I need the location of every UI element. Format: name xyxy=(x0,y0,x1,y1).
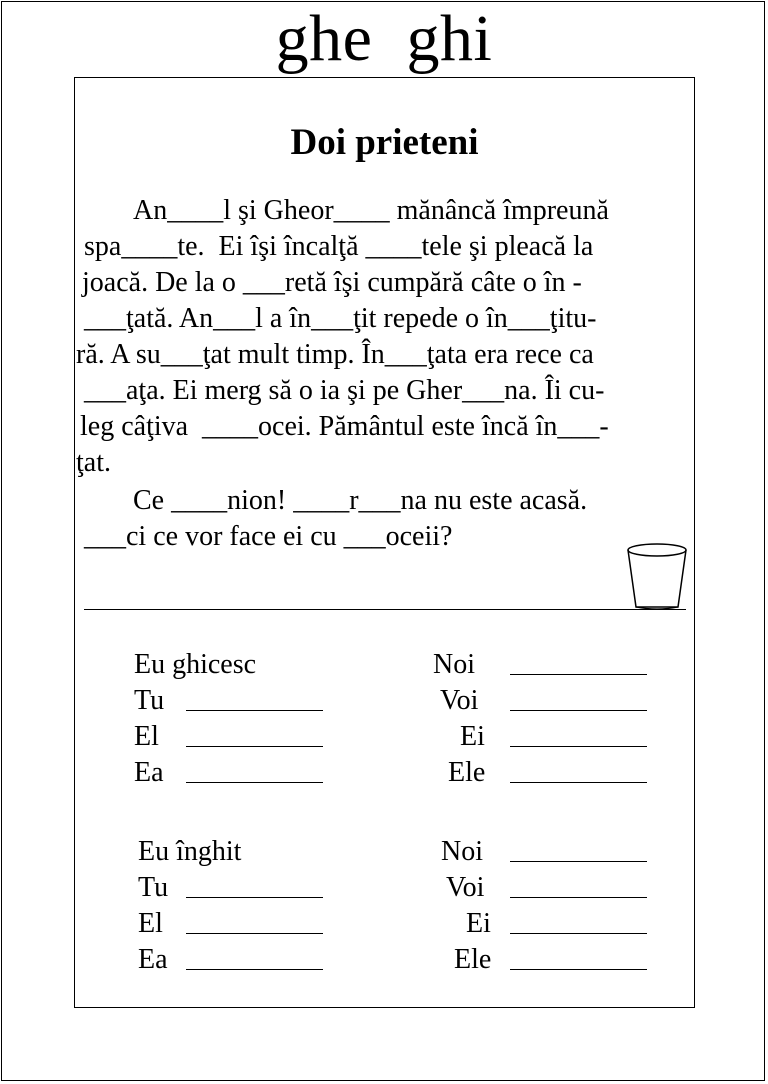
story-line-7: leg câţiva ____ocei. Pământul este încă în___- xyxy=(80,411,609,442)
exercise2-right-4: Ele xyxy=(454,944,492,975)
answer-blank[interactable] xyxy=(510,861,647,862)
story-line-3: joacă. De la o ___retă îşi cumpără câte o în - xyxy=(82,267,582,298)
answer-blank[interactable] xyxy=(186,969,323,970)
exercise1-right-1: Noi xyxy=(433,649,475,680)
answer-blank[interactable] xyxy=(186,782,323,783)
exercise2-right-1: Noi xyxy=(441,836,483,867)
exercise2-left-2: Tu xyxy=(138,872,169,903)
answer-blank[interactable] xyxy=(186,710,323,711)
exercise2-left-4: Ea xyxy=(138,944,168,975)
story-title: Doi prieteni xyxy=(290,122,479,163)
answer-blank[interactable] xyxy=(510,933,647,934)
story-line-8: ţat. xyxy=(76,447,111,478)
answer-blank[interactable] xyxy=(510,746,647,747)
section-divider xyxy=(84,609,686,610)
answer-blank[interactable] xyxy=(510,674,647,675)
exercise1-left-3: El xyxy=(134,721,159,752)
answer-blank[interactable] xyxy=(186,746,323,747)
exercise1-left-1: Eu ghicesc xyxy=(134,649,257,680)
story-line-2: spa____te. Ei îşi încalţă ____tele şi pleacă la xyxy=(84,231,594,262)
exercise1-right-2: Voi xyxy=(440,685,479,716)
exercise2-left-3: El xyxy=(138,908,163,939)
answer-blank[interactable] xyxy=(186,897,323,898)
story-line-9: Ce ____nion! ____r___na nu este acasă. xyxy=(133,485,588,516)
story-line-10: ___ci ce vor face ei cu ___oceii? xyxy=(84,521,453,552)
glass-icon xyxy=(624,541,692,613)
story-line-6: ___aţa. Ei merg să o ia şi pe Gher___na. Îi cu- xyxy=(84,375,605,406)
exercise2-right-3: Ei xyxy=(466,908,491,939)
story-line-4: ___ţată. An___l a în___ţit repede o în___ţitu- xyxy=(84,303,597,334)
exercise2-left-1: Eu înghit xyxy=(138,836,242,867)
story-line-5: ră. A su___ţat mult timp. În___ţata era rece ca xyxy=(76,339,594,370)
answer-blank[interactable] xyxy=(186,933,323,934)
answer-blank[interactable] xyxy=(510,897,647,898)
story-line-1: An____l şi Gheor____ mănâncă împreună xyxy=(133,195,609,226)
answer-blank[interactable] xyxy=(510,969,647,970)
answer-blank[interactable] xyxy=(510,782,647,783)
exercise1-right-4: Ele xyxy=(448,757,486,788)
exercise1-left-2: Tu xyxy=(134,685,165,716)
exercise1-left-4: Ea xyxy=(134,757,164,788)
exercise1-right-3: Ei xyxy=(460,721,485,752)
exercise2-right-2: Voi xyxy=(446,872,485,903)
page-title: ghe ghi xyxy=(275,2,493,75)
answer-blank[interactable] xyxy=(510,710,647,711)
